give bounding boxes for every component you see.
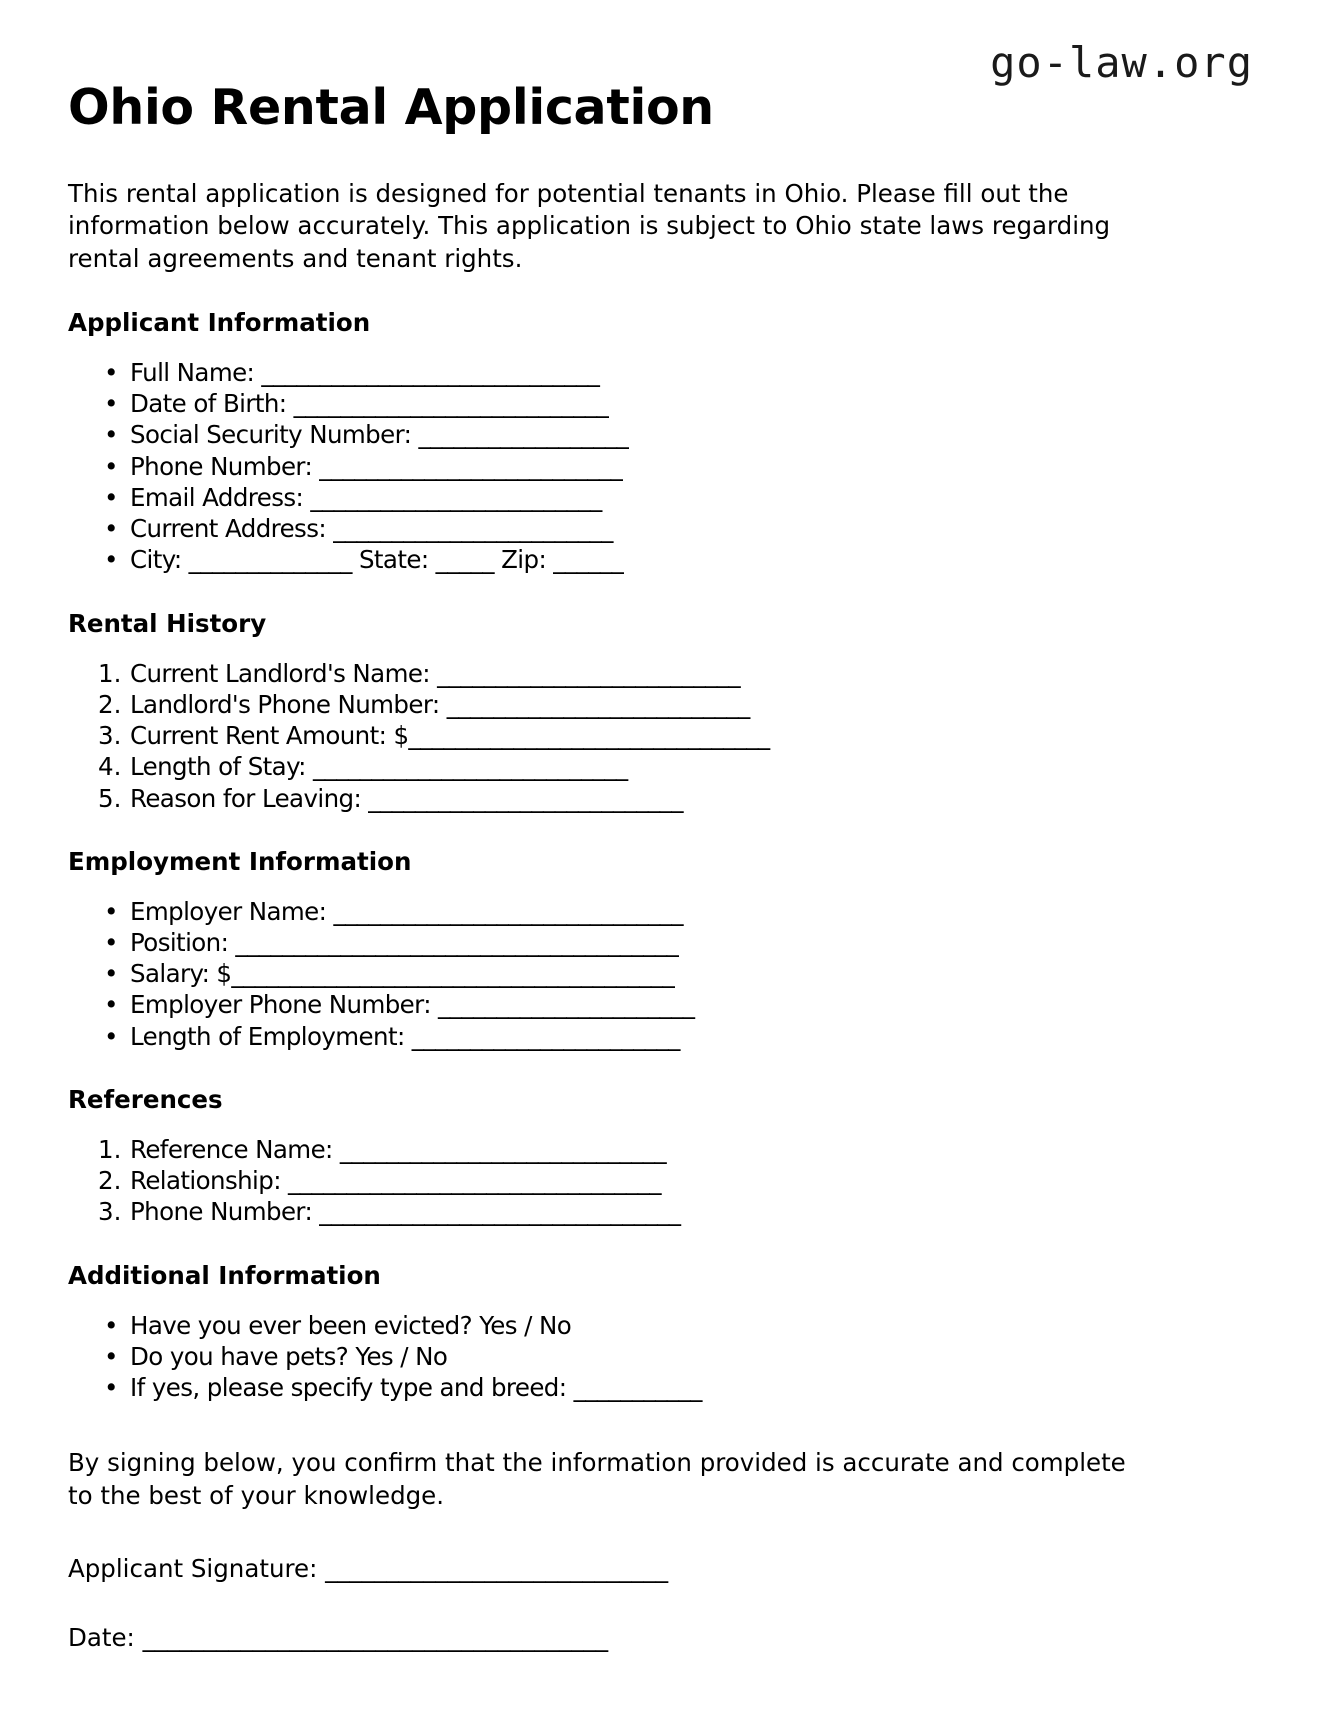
list-item (68, 958, 1261, 989)
field-full-name[interactable]: Full Name: _____________________________ (130, 357, 600, 387)
field-date[interactable]: Date: ______________________________________ (68, 1622, 609, 1652)
field-current-address[interactable]: Current Address: ________________________ (130, 514, 613, 544)
applicant-information-list (68, 337, 1261, 576)
references-list (68, 1114, 1261, 1228)
list-item (68, 357, 1261, 388)
field-reason-for-leaving[interactable]: Reason for Leaving: ___________________________ (130, 783, 683, 813)
list-number-icon: 3. (98, 1197, 122, 1227)
field-length-of-stay[interactable]: Length of Stay: ___________________________ (130, 752, 628, 782)
field-employer-name[interactable]: Employer Name: ______________________________ (130, 896, 683, 926)
closing-statement: By signing below, you confirm that the information provided is accurate and complete to the best of your knowledge. (68, 1448, 1126, 1510)
employment-information-list (68, 876, 1261, 1052)
list-item (68, 1165, 1261, 1196)
additional-information-list (68, 1290, 1261, 1404)
field-applicant-signature[interactable]: Applicant Signature: ____________________________ (68, 1553, 669, 1583)
field-social-security-number[interactable]: Social Security Number: __________________ (130, 420, 629, 450)
bullet-icon: • (104, 927, 119, 957)
list-item (68, 419, 1261, 450)
list-item (68, 1310, 1261, 1341)
intro-paragraph: This rental application is designed for potential tenants in Ohio. Please fill out the information below accurately. This application is subject to Ohio state laws regarding rental agreements and tenant rights. (68, 178, 1111, 273)
field-phone-number[interactable]: Phone Number: __________________________ (130, 451, 623, 481)
list-number-icon: 4. (98, 752, 122, 782)
section-heading-additional-information: Additional Information (68, 1260, 381, 1290)
list-item (68, 513, 1261, 544)
list-item (68, 388, 1261, 419)
field-evicted-question[interactable]: Have you ever been evicted? Yes / No (130, 1310, 572, 1340)
list-item (68, 451, 1261, 482)
field-length-of-employment[interactable]: Length of Employment: _______________________ (130, 1021, 680, 1051)
list-number-icon: 1. (98, 1134, 122, 1164)
list-item (68, 720, 1261, 751)
list-item (68, 658, 1261, 689)
list-item (68, 689, 1261, 720)
list-number-icon: 3. (98, 721, 122, 751)
list-number-icon: 1. (98, 658, 122, 688)
bullet-icon: • (104, 357, 119, 387)
field-relationship[interactable]: Relationship: ________________________________ (130, 1166, 661, 1196)
section-heading-applicant-information: Applicant Information (68, 307, 371, 337)
field-date-of-birth[interactable]: Date of Birth: ___________________________ (130, 389, 609, 419)
bullet-icon: • (104, 389, 119, 419)
page-title: Ohio Rental Application (68, 79, 714, 136)
bullet-icon: • (104, 896, 119, 926)
rental-history-list (68, 638, 1261, 814)
field-city-state-zip[interactable]: City: ______________ State: _____ Zip: ______ (130, 545, 624, 575)
list-item (68, 1134, 1261, 1165)
field-current-rent-amount[interactable]: Current Rent Amount: $_______________________________ (130, 721, 770, 751)
bullet-icon: • (104, 1341, 119, 1371)
field-pet-type-and-breed[interactable]: If yes, please specify type and breed: ___________ (130, 1373, 702, 1403)
section-heading-references: References (68, 1084, 223, 1114)
list-item (68, 1196, 1261, 1227)
list-number-icon: 2. (98, 689, 122, 719)
section-heading-employment-information: Employment Information (68, 846, 412, 876)
bullet-icon: • (104, 959, 119, 989)
bullet-icon: • (104, 545, 119, 575)
field-reference-phone-number[interactable]: Phone Number: _______________________________ (130, 1197, 681, 1227)
list-item (68, 751, 1261, 782)
bullet-icon: • (104, 482, 119, 512)
bullet-icon: • (104, 514, 119, 544)
bullet-icon: • (104, 451, 119, 481)
field-landlord-phone-number[interactable]: Landlord's Phone Number: __________________________ (130, 689, 750, 719)
list-number-icon: 5. (98, 783, 122, 813)
list-item (68, 482, 1261, 513)
list-number-icon: 2. (98, 1166, 122, 1196)
list-item (68, 544, 1261, 575)
list-item (68, 1341, 1261, 1372)
field-salary[interactable]: Salary: $______________________________________ (130, 959, 675, 989)
list-item (68, 927, 1261, 958)
site-watermark: go-law.org (990, 38, 1253, 87)
field-position[interactable]: Position: ______________________________________ (130, 927, 679, 957)
list-item (68, 1021, 1261, 1052)
field-reference-name[interactable]: Reference Name: ____________________________ (130, 1134, 667, 1164)
bullet-icon: • (104, 420, 119, 450)
section-heading-rental-history: Rental History (68, 608, 267, 638)
bullet-icon: • (104, 1373, 119, 1403)
bullet-icon: • (104, 1310, 119, 1340)
field-email-address[interactable]: Email Address: _________________________ (130, 482, 602, 512)
bullet-icon: • (104, 1021, 119, 1051)
field-pets-question[interactable]: Do you have pets? Yes / No (130, 1341, 448, 1371)
field-current-landlord-name[interactable]: Current Landlord's Name: __________________________ (130, 658, 741, 688)
bullet-icon: • (104, 990, 119, 1020)
list-item (68, 896, 1261, 927)
list-item (68, 1372, 1261, 1403)
list-item (68, 783, 1261, 814)
field-employer-phone-number[interactable]: Employer Phone Number: ______________________ (130, 990, 695, 1020)
list-item (68, 989, 1261, 1020)
